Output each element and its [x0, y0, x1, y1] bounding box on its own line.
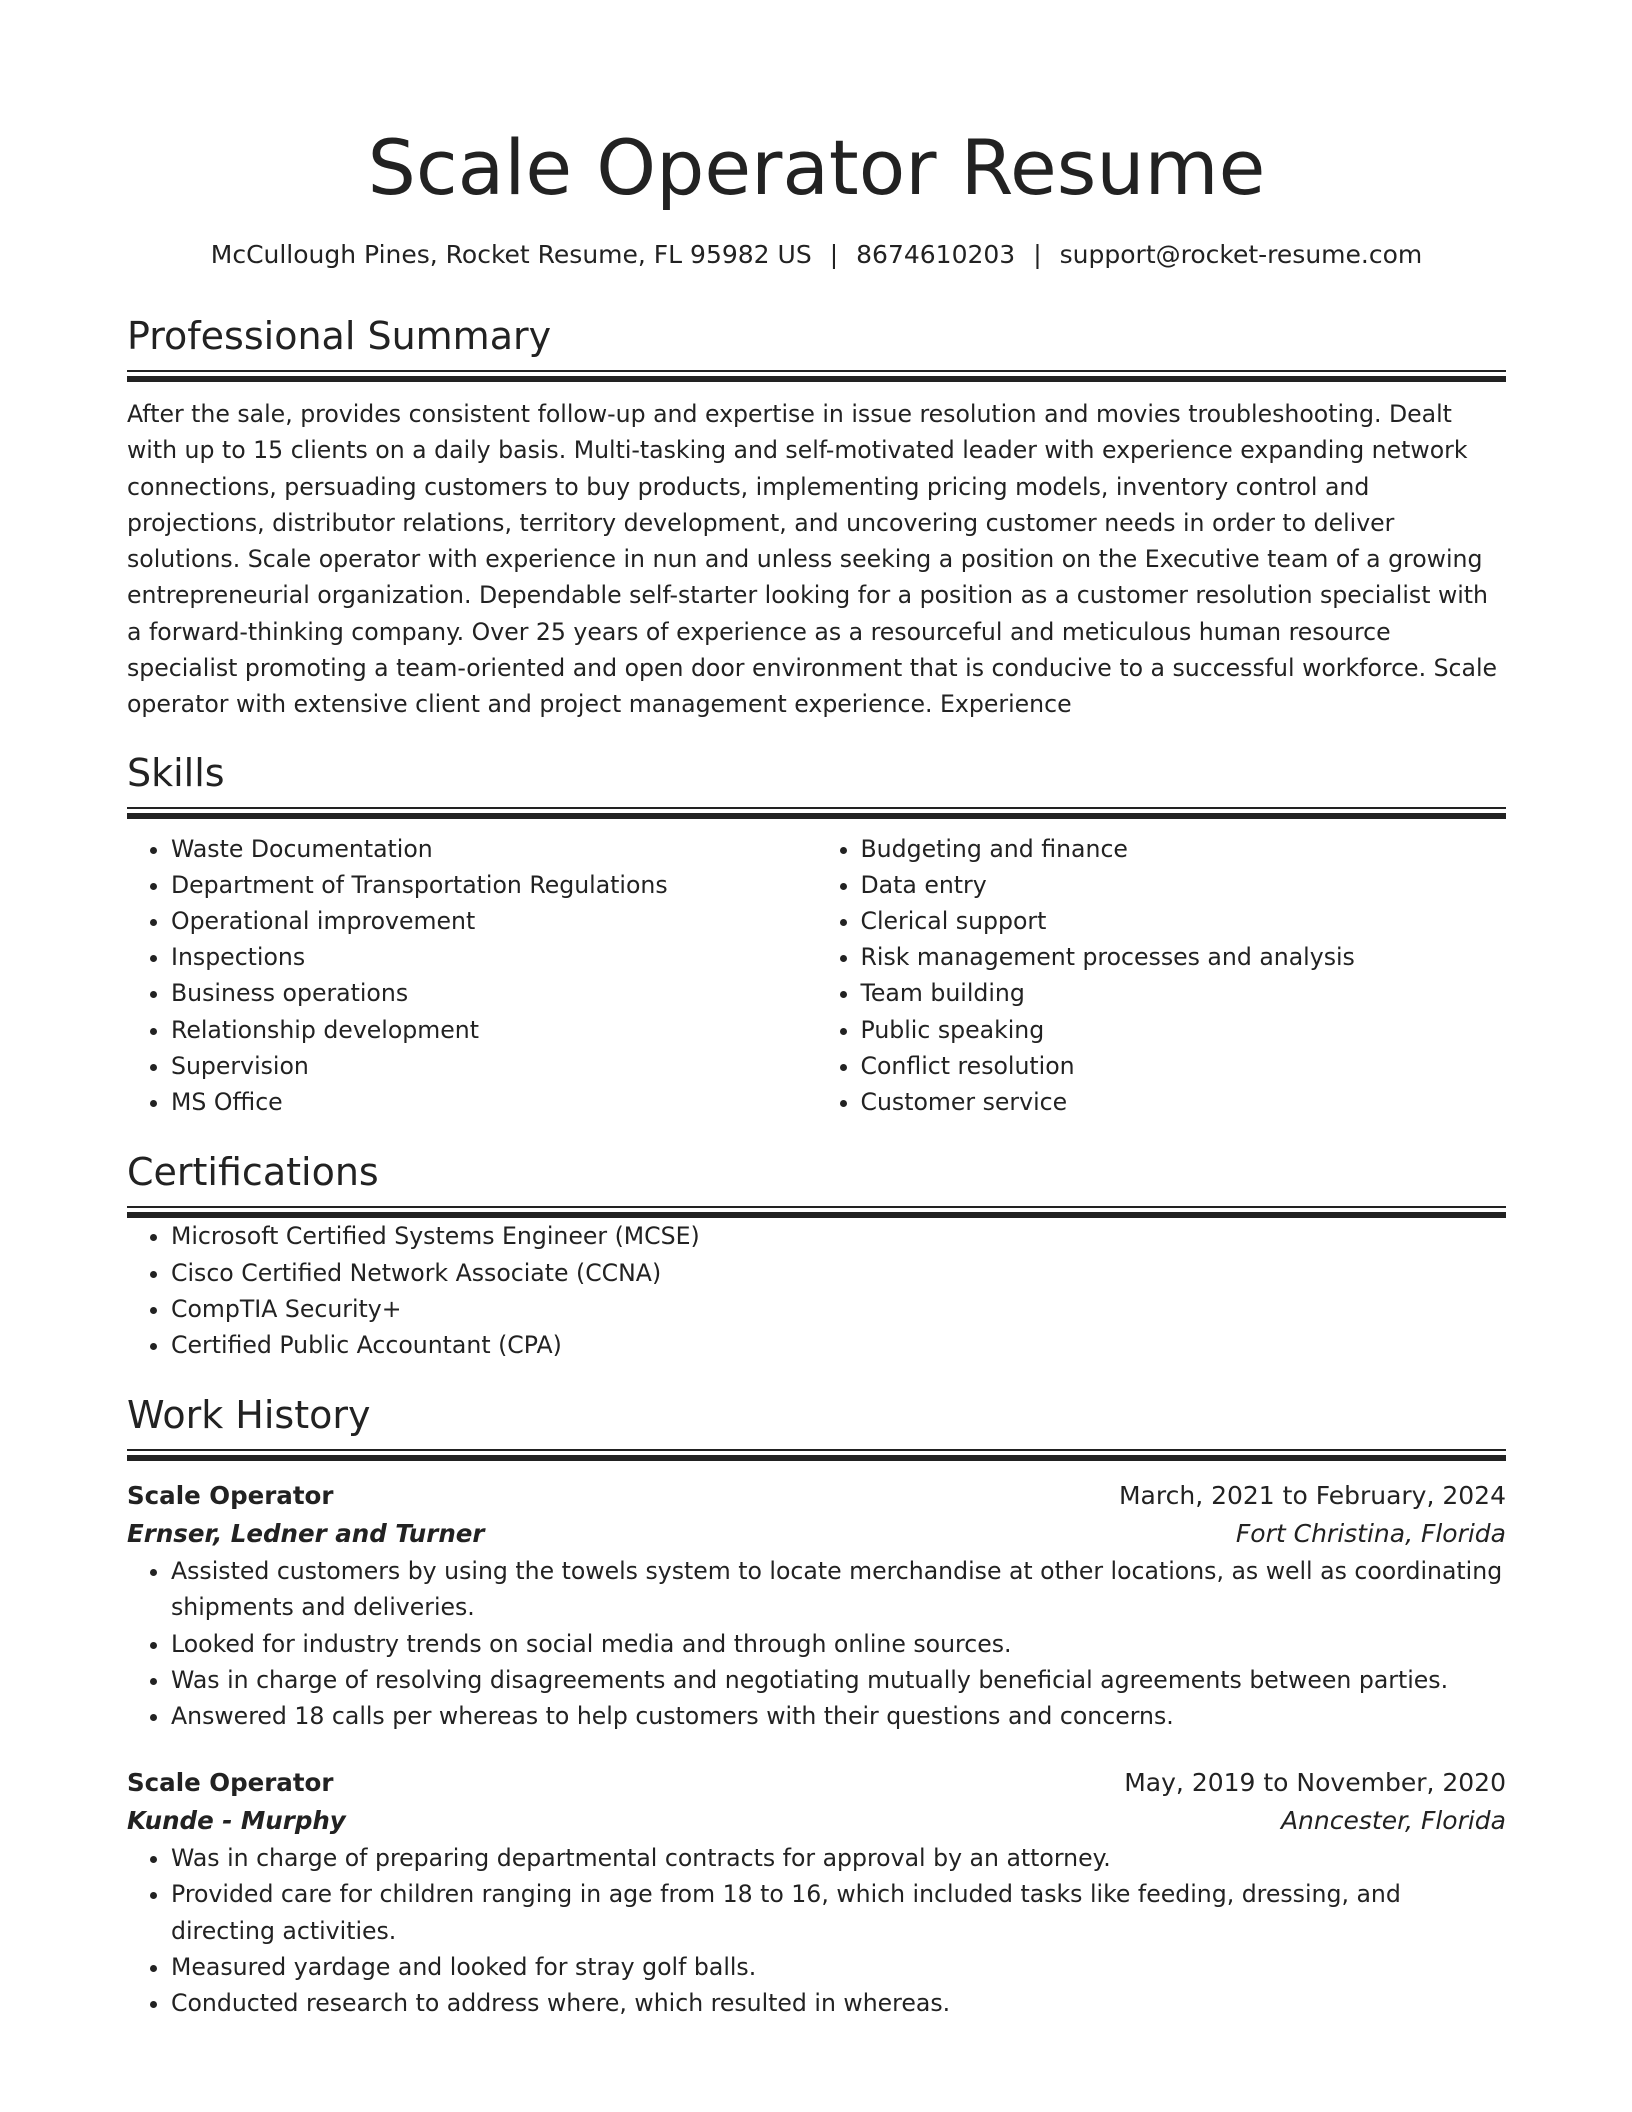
job-company: Ernser, Ledner and Turner [127, 1519, 485, 1549]
skills-column-left [127, 831, 817, 1121]
job-duty-item: • Looked for industry trends on social media and through online sources. [171, 1626, 1506, 1662]
section-divider [127, 1206, 1506, 1218]
job-header-row [127, 1477, 1506, 1515]
job-duty-item: • Measured yardage and looked for stray golf balls. [171, 1949, 1506, 1985]
job-company-row [127, 1515, 1506, 1553]
job-duties-list [127, 1840, 1506, 2021]
certifications-list [127, 1218, 1506, 1363]
skill-item: • Clerical support [861, 903, 1507, 939]
skill-item: • Risk management processes and analysis [861, 939, 1507, 975]
summary-text: After the sale, provides consistent follow-up and expertise in issue resolution and movies troubleshooting. Dealt with up to 15 clients on a daily basis. Multi-tasking and self-motivated leader with experience expanding network connections, persuading customers to buy products, implementing pricing models, inventory control and projections, distributor relations, territory development, and uncovering customer needs in order to deliver solutions. Scale operator with experience in nun and unless seeking a position on the Executive team of a growing entrepreneurial organization. Dependable self-starter looking for a position as a customer resolution specialist with a forward-thinking company. Over 25 years of experience as a resourceful and meticulous human resource specialist promoting a team-oriented and open door environment that is conducive to a successful workforce. Scale operator with extensive client and project management experience. Experience [127, 400, 1498, 719]
job-title: Scale Operator [127, 1481, 334, 1511]
skill-item: • Customer service [861, 1084, 1507, 1120]
skill-item: • Waste Documentation [171, 831, 817, 867]
summary-section [127, 312, 1506, 723]
job-entry [127, 1764, 1506, 2021]
certification-item: • CompTIA Security+ [171, 1291, 1506, 1327]
certification-item: • Certified Public Accountant (CPA) [171, 1327, 1506, 1363]
skills-list-left [127, 831, 817, 1121]
skill-item: • Data entry [861, 867, 1507, 903]
contact-email: support@rocket-resume.com [1059, 240, 1423, 269]
job-company: Kunde - Murphy [127, 1806, 346, 1836]
resume-title: Scale Operator Resume [367, 123, 1266, 212]
job-header-row [127, 1764, 1506, 1802]
skills-section [127, 749, 1506, 1121]
contact-phone: 8674610203 [856, 240, 1016, 269]
skill-item: • Relationship development [171, 1012, 817, 1048]
skill-item: • Operational improvement [171, 903, 817, 939]
job-company-row [127, 1802, 1506, 1840]
contact-separator: | [829, 240, 839, 269]
skill-item: • MS Office [171, 1084, 817, 1120]
skill-item: • Business operations [171, 975, 817, 1011]
work-history-section [127, 1391, 1506, 2021]
job-duty-item: • Was in charge of resolving disagreements and negotiating mutually beneficial agreements between parties. [171, 1662, 1506, 1698]
section-divider [127, 1449, 1506, 1461]
skill-item: • Department of Transportation Regulations [171, 867, 817, 903]
section-divider [127, 807, 1506, 819]
contact-line [127, 238, 1506, 272]
skill-item: • Conflict resolution [861, 1048, 1507, 1084]
job-dates: May, 2019 to November, 2020 [1124, 1768, 1506, 1798]
certifications-section [127, 1148, 1506, 1363]
skills-heading: Skills [127, 750, 225, 795]
skills-list-right [817, 831, 1507, 1121]
job-duty-item: • Provided care for children ranging in age from 18 to 16, which included tasks like feeding, dressing, and directing activities. [171, 1876, 1506, 1948]
skill-item: • Supervision [171, 1048, 817, 1084]
skills-grid [127, 831, 1506, 1121]
job-title: Scale Operator [127, 1768, 334, 1798]
job-duty-item: • Answered 18 calls per whereas to help customers with their questions and concerns. [171, 1698, 1506, 1734]
certifications-heading: Certifications [127, 1150, 379, 1195]
job-entry [127, 1477, 1506, 1734]
contact-address: McCullough Pines, Rocket Resume, FL 95982 US [210, 240, 812, 269]
skill-item: • Budgeting and finance [861, 831, 1507, 867]
job-duty-item: • Assisted customers by using the towels system to locate merchandise at other locations, as well as coordinating shipments and deliveries. [171, 1553, 1506, 1625]
job-duty-item: • Conducted research to address where, which resulted in whereas. [171, 1985, 1506, 2021]
section-divider [127, 370, 1506, 382]
skill-item: • Team building [861, 975, 1507, 1011]
certification-item: • Cisco Certified Network Associate (CCNA) [171, 1255, 1506, 1291]
job-duties-list [127, 1553, 1506, 1734]
job-duty-item: • Was in charge of preparing departmental contracts for approval by an attorney. [171, 1840, 1506, 1876]
certification-item: • Microsoft Certified Systems Engineer (MCSE) [171, 1218, 1506, 1254]
job-location: Fort Christina, Florida [1235, 1519, 1506, 1549]
job-dates: March, 2021 to February, 2024 [1118, 1481, 1506, 1511]
skill-item: • Inspections [171, 939, 817, 975]
skill-item: • Public speaking [861, 1012, 1507, 1048]
job-location: Anncester, Florida [1280, 1806, 1506, 1836]
skills-column-right [817, 831, 1507, 1121]
work-history-heading: Work History [127, 1393, 371, 1438]
summary-heading: Professional Summary [127, 314, 552, 358]
contact-separator: | [1033, 240, 1042, 269]
